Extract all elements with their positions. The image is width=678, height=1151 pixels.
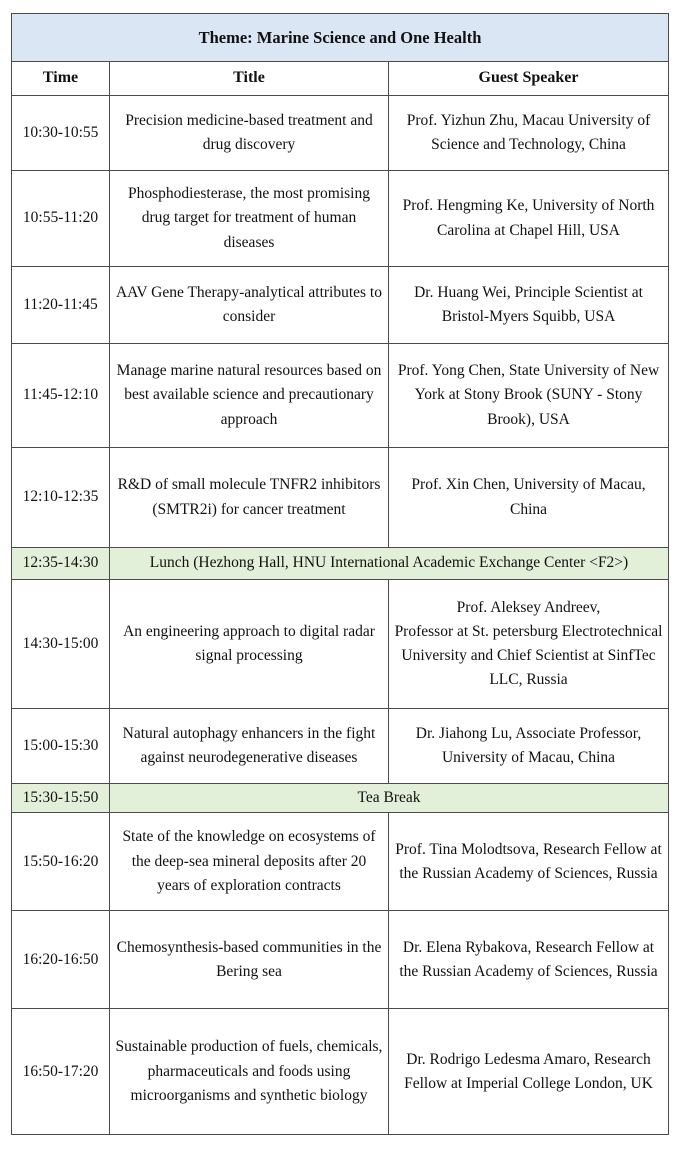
title-cell: Precision medicine-based treatment and drug discovery	[110, 96, 389, 171]
speaker-cell: Prof. Hengming Ke, University of North Carolina at Chapel Hill, USA	[389, 171, 669, 267]
title-cell: State of the knowledge on ecosystems of the deep-sea mineral deposits after 20 years of exploration contracts	[110, 813, 389, 911]
theme-row	[12, 14, 669, 62]
table-row	[12, 96, 669, 171]
title-cell: An engineering approach to digital radar signal processing	[110, 580, 389, 709]
speaker-cell	[389, 580, 669, 709]
table-row	[12, 344, 669, 448]
theme-title: Theme: Marine Science and One Health	[12, 14, 669, 62]
speaker-cell: Prof. Yong Chen, State University of New York at Stony Brook (SUNY - Stony Brook), USA	[389, 344, 669, 448]
time-cell: 16:50-17:20	[12, 1009, 110, 1135]
tea-break-row	[12, 784, 669, 813]
speaker-cell: Dr. Elena Rybakova, Research Fellow at the Russian Academy of Sciences, Russia	[389, 911, 669, 1009]
time-cell: 11:20-11:45	[12, 267, 110, 344]
lunch-row	[12, 548, 669, 580]
speaker-cell: Dr. Huang Wei, Principle Scientist at Bristol-Myers Squibb, USA	[389, 267, 669, 344]
table-row	[12, 448, 669, 548]
time-cell: 11:45-12:10	[12, 344, 110, 448]
speaker-cell: Prof. Tina Molodtsova, Research Fellow at the Russian Academy of Sciences, Russia	[389, 813, 669, 911]
time-cell: 15:00-15:30	[12, 709, 110, 784]
title-cell: Phosphodiesterase, the most promising drug target for treatment of human diseases	[110, 171, 389, 267]
time-cell: 12:10-12:35	[12, 448, 110, 548]
table-row	[12, 911, 669, 1009]
table-row	[12, 1009, 669, 1135]
speaker-header: Guest Speaker	[389, 62, 669, 96]
tea-break-label: Tea Break	[110, 784, 669, 813]
time-cell: 10:30-10:55	[12, 96, 110, 171]
title-cell: R&D of small molecule TNFR2 inhibitors (SMTR2i) for cancer treatment	[110, 448, 389, 548]
title-cell: Sustainable production of fuels, chemicals, pharmaceuticals and foods using microorganisms and synthetic biology	[110, 1009, 389, 1135]
time-cell: 16:20-16:50	[12, 911, 110, 1009]
speaker-cell: Dr. Rodrigo Ledesma Amaro, Research Fellow at Imperial College London, UK	[389, 1009, 669, 1135]
title-cell: Manage marine natural resources based on best available science and precautionary approach	[110, 344, 389, 448]
title-cell: Natural autophagy enhancers in the fight against neurodegenerative diseases	[110, 709, 389, 784]
schedule-table	[11, 13, 669, 1135]
table-row	[12, 267, 669, 344]
time-cell: 10:55-11:20	[12, 171, 110, 267]
title-header: Title	[110, 62, 389, 96]
table-row	[12, 171, 669, 267]
lunch-label: Lunch (Hezhong Hall, HNU International Academic Exchange Center <F2>)	[110, 548, 669, 580]
time-cell: 12:35-14:30	[12, 548, 110, 580]
time-cell: 15:30-15:50	[12, 784, 110, 813]
time-cell: 14:30-15:00	[12, 580, 110, 709]
speaker-affiliation: Professor at St. petersburg Electrotechnical University and Chief Scientist at SinfTec LLC, Russia	[394, 622, 663, 689]
speaker-cell: Dr. Jiahong Lu, Associate Professor, University of Macau, China	[389, 709, 669, 784]
header-row	[12, 62, 669, 96]
table-row	[12, 813, 669, 911]
speaker-cell: Prof. Yizhun Zhu, Macau University of Science and Technology, China	[389, 96, 669, 171]
table-row	[12, 580, 669, 709]
time-cell: 15:50-16:20	[12, 813, 110, 911]
speaker-name: Prof. Aleksey Andreev,	[456, 598, 601, 616]
speaker-cell: Prof. Xin Chen, University of Macau, China	[389, 448, 669, 548]
title-cell: Chemosynthesis-based communities in the Bering sea	[110, 911, 389, 1009]
title-cell: AAV Gene Therapy-analytical attributes to consider	[110, 267, 389, 344]
time-header: Time	[12, 62, 110, 96]
table-row	[12, 709, 669, 784]
